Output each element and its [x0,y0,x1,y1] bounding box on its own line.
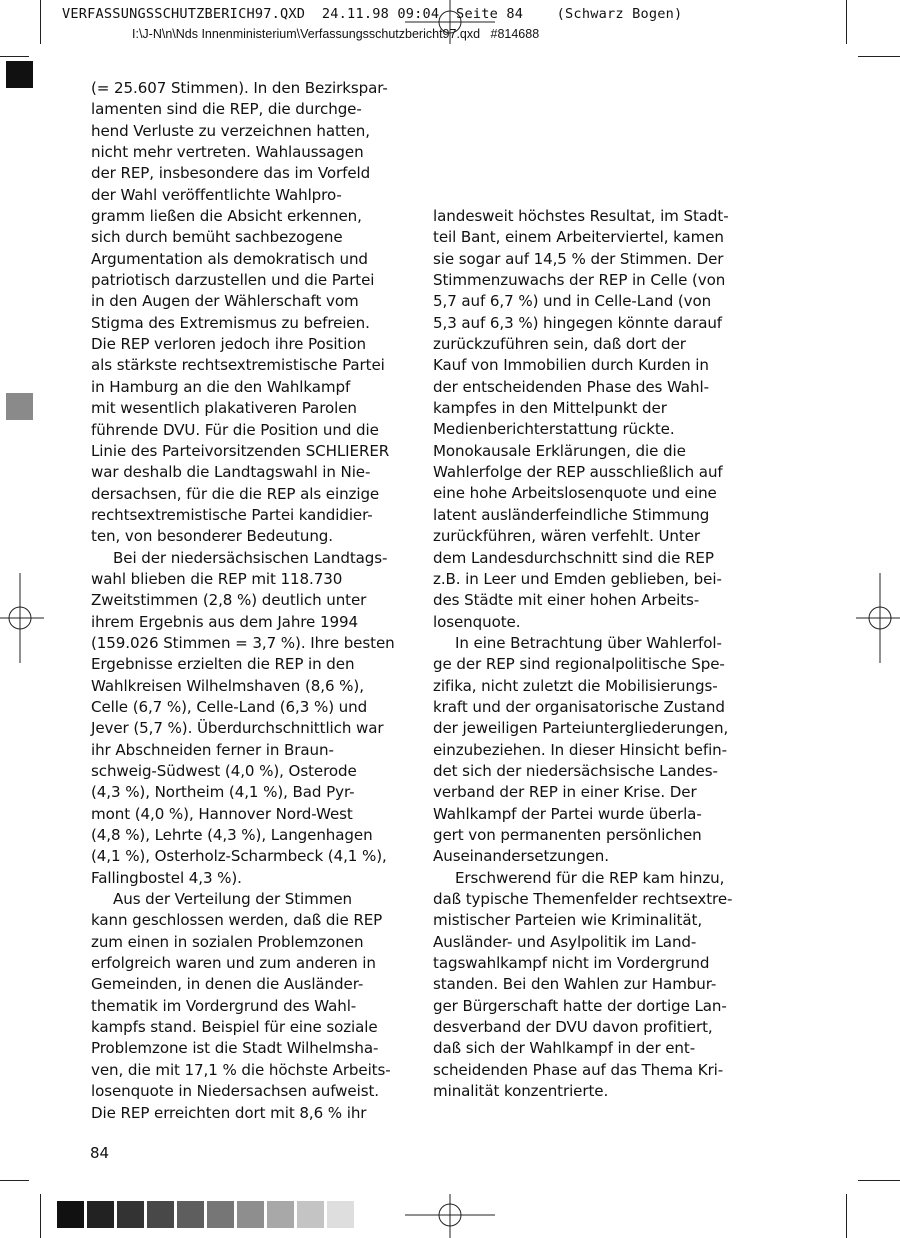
gray-scale-patch [327,1201,354,1228]
gray-scale-patch [57,1201,84,1228]
text-line: standen. Bei den Wahlen zur Hambur- [433,975,717,994]
text-line: ger Bürgerschaft hatte der dortige Lan- [433,996,727,1015]
crop-mark-bottom-left-horizontal [0,1180,29,1181]
text-line: Ausländer- und Asylpolitik im Land- [433,932,697,951]
gray-scale-patch [267,1201,294,1228]
text-line: 5,7 auf 6,7 %) und in Celle-Land (von [433,292,712,311]
text-line: (159.026 Stimmen = 3,7 %). Ihre besten [91,633,395,652]
text-line: lamenten sind die REP, die durchge- [91,100,362,119]
crop-mark-bottom-right-horizontal [858,1180,900,1181]
text-line: gramm ließen die Absicht erkennen, [91,207,362,226]
text-line: Linie des Parteivorsitzenden SCHLIERER [91,441,390,460]
text-line: Stigma des Extremismus zu befreien. [91,313,370,332]
text-line: In eine Betrachtung über Wahlerfol- [455,633,722,652]
text-line: der Wahl veröffentlichte Wahlpro- [91,185,342,204]
text-line: Erschwerend für die REP kam hinzu, [455,868,725,887]
text-line: losenquote. [433,612,521,631]
text-line: Ergebnisse erzielten die REP in den [91,655,355,674]
text-line: dersachsen, für die die REP als einzige [91,484,380,503]
text-line: Bei der niedersächsischen Landtags- [113,548,388,567]
text-line: Die REP erreichten dort mit 8,6 % ihr [91,1103,367,1122]
text-line: tagswahlkampf nicht im Vordergrund [433,954,710,973]
text-line: teil Bant, einem Arbeiterviertel, kamen [433,228,724,247]
text-line: minalität konzentrierte. [433,1082,609,1101]
text-line: ten, von besonderer Bedeutung. [91,527,333,546]
text-line: mistischer Parteien wie Kriminalität, [433,911,703,930]
text-line: eine hohe Arbeitslosenquote und eine [433,484,717,503]
text-line: hend Verluste zu verzeichnen hatten, [91,121,370,140]
text-line: Celle (6,7 %), Celle-Land (6,3 %) und [91,697,368,716]
text-line: Wahlerfolge der REP ausschließlich auf [433,463,723,482]
right-text-column [433,206,743,1102]
text-line: zurückzuführen sein, daß dort der [433,335,686,354]
text-line: Argumentation als demokratisch und [91,249,368,268]
text-line: schweig-Südwest (4,0 %), Osterode [91,762,357,780]
file-slug-line: VERFASSUNGSSCHUTZBERICH97.QXD 24.11.98 09:04 Seite 84 (Schwarz Bogen) [62,6,683,22]
text-line: Wahlkampf der Partei wurde überla- [433,804,702,823]
text-line: Problemzone ist die Stadt Wilhelmsha- [91,1039,379,1058]
text-line: daß sich der Wahlkampf in der ent- [433,1039,696,1058]
text-line: nicht mehr vertreten. Wahlaussagen [91,143,364,162]
text-line: ge der REP sind regionalpolitische Spe- [433,655,725,674]
text-line: Monokausale Erklärungen, die die [433,441,686,460]
text-line: latent ausländerfeindliche Stimmung [433,505,710,524]
crop-mark-top-left-vertical [40,0,41,44]
text-line: Medienberichterstattung rückte. [433,420,675,439]
text-line: kraft und der organisatorische Zustand [433,697,725,716]
text-line: thematik im Vordergrund des Wahl- [91,996,357,1015]
crop-mark-top-right-horizontal [858,56,900,57]
page-number: 84 [90,1144,110,1162]
text-line: desverband der DVU davon profitiert, [433,1018,713,1037]
text-line: war deshalb die Landtagswahl in Nie- [91,463,371,482]
text-line: Jever (5,7 %). Überdurchschnittlich war [91,719,384,738]
gray-scale-patch [237,1201,264,1228]
registration-mark-right [856,573,900,663]
text-line: sich durch bemüht sachbezogene [91,228,343,247]
text-line: kampfes in den Mittelpunkt der [433,399,667,418]
text-line: ihrem Ergebnis aus dem Jahre 1994 [91,612,358,631]
text-line: verband der REP in einer Krise. Der [433,783,697,802]
text-line: in den Augen der Wählerschaft vom [91,292,359,311]
text-line: (= 25.607 Stimmen). In den Bezirkspar- [91,79,388,97]
text-line: der jeweiligen Parteiuntergliederungen, [433,719,729,738]
registration-mark-left [0,573,44,663]
text-line: kann geschlossen werden, daß die REP [91,911,383,930]
text-line: (4,1 %), Osterholz-Scharmbeck (4,1 %), [91,847,387,866]
text-line: führende DVU. Für die Position und die [91,420,379,439]
gray-scale-patch [207,1201,234,1228]
text-line: Wahlkreisen Wilhelmshaven (8,6 %), [91,676,364,695]
text-line: ihr Abschneiden ferner in Braun- [91,740,334,759]
text-line: ven, die mit 17,1 % die höchste Arbeits- [91,1060,391,1079]
text-line: einzubeziehen. In dieser Hinsicht befin- [433,740,727,759]
text-line: daß typische Themenfelder rechtsextre- [433,890,733,908]
text-line: zurückführen, wären verfehlt. Unter [433,527,701,546]
text-line: Kauf von Immobilien durch Kurden in [433,356,709,375]
crop-mark-bottom-right-vertical [846,1194,847,1238]
text-line: 5,3 auf 6,3 %) hingegen könnte darauf [433,313,723,332]
text-line: zum einen in sozialen Problemzonen [91,932,364,951]
corner-black-square [6,61,33,88]
gray-scale-patch [297,1201,324,1228]
text-line: (4,8 %), Lehrte (4,3 %), Langenhagen [91,826,373,845]
registration-mark-bottom [405,1194,495,1238]
text-line: als stärkste rechtsextremistische Partei [91,356,385,375]
left-text-column [91,78,401,1124]
gray-scale-patch [177,1201,204,1228]
text-line: wahl blieben die REP mit 118.730 [91,569,343,588]
text-line: landesweit höchstes Resultat, im Stadt- [433,207,729,225]
text-line: dem Landesdurchschnitt sind die REP [433,548,714,567]
text-line: Aus der Verteilung der Stimmen [113,890,352,909]
text-line: sie sogar auf 14,5 % der Stimmen. Der [433,249,724,268]
text-line: Fallingbostel 4,3 %). [91,868,242,887]
text-line: (4,3 %), Northeim (4,1 %), Bad Pyr- [91,783,355,802]
text-line: patriotisch darzustellen und die Partei [91,271,375,290]
text-line: Auseinandersetzungen. [433,847,609,866]
text-line: Die REP verloren jedoch ihre Position [91,335,366,354]
side-gray-square [6,393,33,420]
text-line: erfolgreich waren und zum anderen in [91,954,376,973]
text-line: gert von permanenten persönlichen [433,825,702,844]
crop-mark-top-right-vertical [846,0,847,44]
text-line: Stimmenzuwachs der REP in Celle (von [433,271,726,290]
text-line: scheidenden Phase auf das Thema Kri- [433,1060,724,1079]
text-line: mont (4,0 %), Hannover Nord-West [91,804,353,823]
gray-scale-patch [87,1201,114,1228]
gray-scale-patch [147,1201,174,1228]
crop-mark-bottom-left-vertical [40,1194,41,1238]
text-line: in Hamburg an die den Wahlkampf [91,377,351,396]
text-line: mit wesentlich plakativeren Parolen [91,399,357,418]
text-line: der REP, insbesondere das im Vorfeld [91,164,371,183]
text-line: det sich der niedersächsische Landes- [433,761,718,780]
text-line: rechtsextremistische Partei kandidier- [91,505,373,524]
gray-scale-patch [117,1201,144,1228]
text-line: zifika, nicht zuletzt die Mobilisierungs- [433,676,718,695]
crop-mark-top-left-horizontal [0,56,29,57]
text-line: des Städte mit einer hohen Arbeits- [433,591,700,610]
registration-mark-top [405,0,495,44]
text-line: der entscheidenden Phase des Wahl- [433,377,709,396]
text-line: kampfs stand. Beispiel für eine soziale [91,1018,378,1037]
text-line: losenquote in Niedersachsen aufweist. [91,1082,379,1101]
file-path-line: I:\J-N\n\Nds Innenministerium\Verfassungsschutzbericht97.qxd #814688 [132,27,540,41]
text-line: Gemeinden, in denen die Ausländer- [91,975,364,994]
text-line: z.B. in Leer und Emden geblieben, bei- [433,569,722,588]
text-line: Zweitstimmen (2,8 %) deutlich unter [91,591,367,610]
